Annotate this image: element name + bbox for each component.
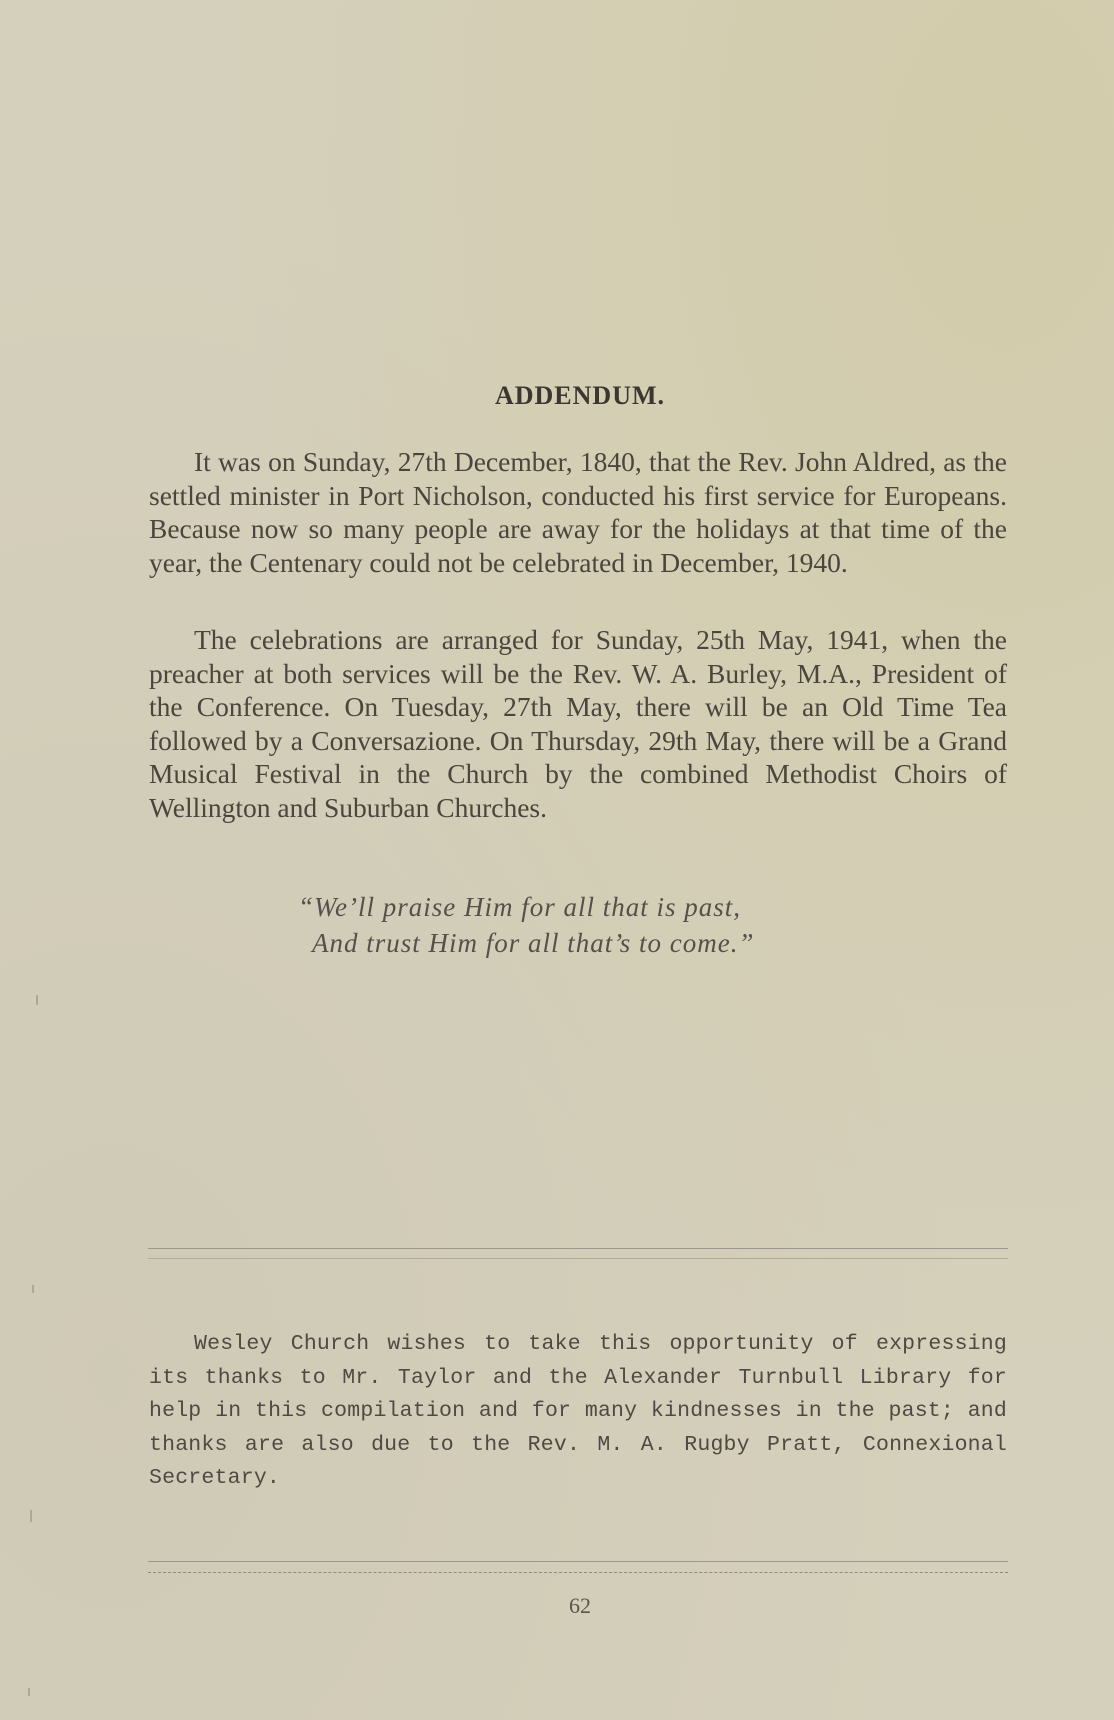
margin-speck: [30, 1510, 32, 1522]
divider-rule: [148, 1561, 1008, 1562]
page-title: ADDENDUM.: [494, 381, 666, 410]
page-number: 62: [569, 1593, 591, 1618]
divider-rule: [148, 1572, 1008, 1573]
divider-rule: [148, 1258, 1008, 1259]
paragraph-centenary-date: It was on Sunday, 27th December, 1840, that the Rev. John Aldred, as the settled minister in Port Nicholson, conducted his first service for Europeans. Because now so many people are away for the holidays at that time of the year, the Centenary could not be celebrated in December, 1940.: [149, 446, 1007, 578]
verse-line-2: And trust Him for all that’s to come.”: [312, 928, 755, 958]
divider-rule: [148, 1248, 1008, 1249]
acknowledgement-paragraph: Wesley Church wishes to take this opportunity of expressing its thanks to Mr. Taylor and the Alexander Turnbull Library for help in this compilation and for many kindnesses in the past; and thanks are also due to the Rev. M. A. Rugby Pratt, Connexional Secretary.: [149, 1332, 1007, 1490]
margin-speck: [32, 1285, 34, 1293]
margin-speck: [36, 995, 38, 1005]
margin-speck: [28, 1688, 30, 1696]
verse-line-1: “We’ll praise Him for all that is past,: [298, 892, 742, 922]
paragraph-celebrations: The celebrations are arranged for Sunday, 25th May, 1941, when the preacher at both services will be the Rev. W. A. Burley, M.A., President of the Conference. On Tuesday, 27th May, there will be an Old Time Tea followed by a Conversazione. On Thursday, 29th May, there will be a Grand Musical Festival in the Church by the combined Methodist Choirs of Wellington and Suburban Churches.: [149, 624, 1007, 823]
